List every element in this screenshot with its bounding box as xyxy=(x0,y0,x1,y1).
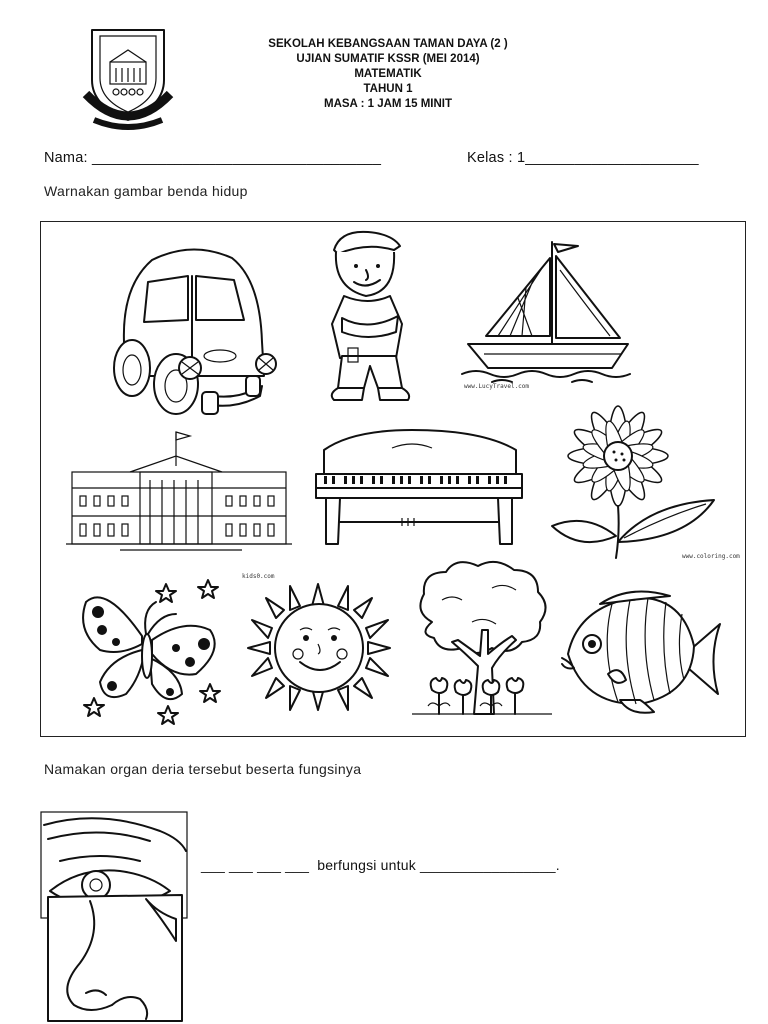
function-text: berfungsi untuk xyxy=(317,857,416,873)
name-blank: ___________________________________ xyxy=(91,150,382,166)
class-label: Kelas : 1 xyxy=(467,150,526,166)
instruction-color-living: Warnakan gambar benda hidup xyxy=(44,183,248,199)
organ-answer-line xyxy=(201,857,560,873)
boy-picture xyxy=(326,228,414,410)
sun-picture xyxy=(242,570,398,720)
boat-watermark: www.LucyTravel.com xyxy=(464,383,530,390)
school-logo xyxy=(80,22,176,132)
fish-picture xyxy=(560,584,724,720)
function-blank: _________________. xyxy=(420,857,560,873)
exam-title: UJIAN SUMATIF KSSR (MEI 2014) xyxy=(296,53,480,65)
butterfly-picture xyxy=(76,574,230,730)
time-title: MASA : 1 JAM 15 MINIT xyxy=(323,98,452,110)
name-label: Nama: xyxy=(44,150,88,166)
class-blank: _____________________ xyxy=(525,150,699,166)
flower-watermark: www.coloring.com xyxy=(682,553,740,560)
sun-watermark: kids0.com xyxy=(242,573,275,580)
nose-picture xyxy=(46,893,186,1023)
name-field xyxy=(44,150,381,166)
piano-picture xyxy=(312,426,524,550)
tree-picture xyxy=(412,560,552,726)
car-picture xyxy=(104,246,280,426)
organ-blanks: ___ ___ ___ ___ xyxy=(201,857,310,873)
school-name: SEKOLAH KEBANGSAAN TAMAN DAYA (2 ) xyxy=(268,38,508,50)
sailboat-picture xyxy=(462,240,634,390)
building-picture xyxy=(66,430,292,552)
subject-title: MATEMATIK xyxy=(354,68,422,80)
instruction-name-organ: Namakan organ deria tersebut beserta fungsinya xyxy=(44,761,362,777)
flower-picture xyxy=(546,396,740,562)
year-title: TAHUN 1 xyxy=(363,83,413,95)
class-field xyxy=(467,150,699,166)
